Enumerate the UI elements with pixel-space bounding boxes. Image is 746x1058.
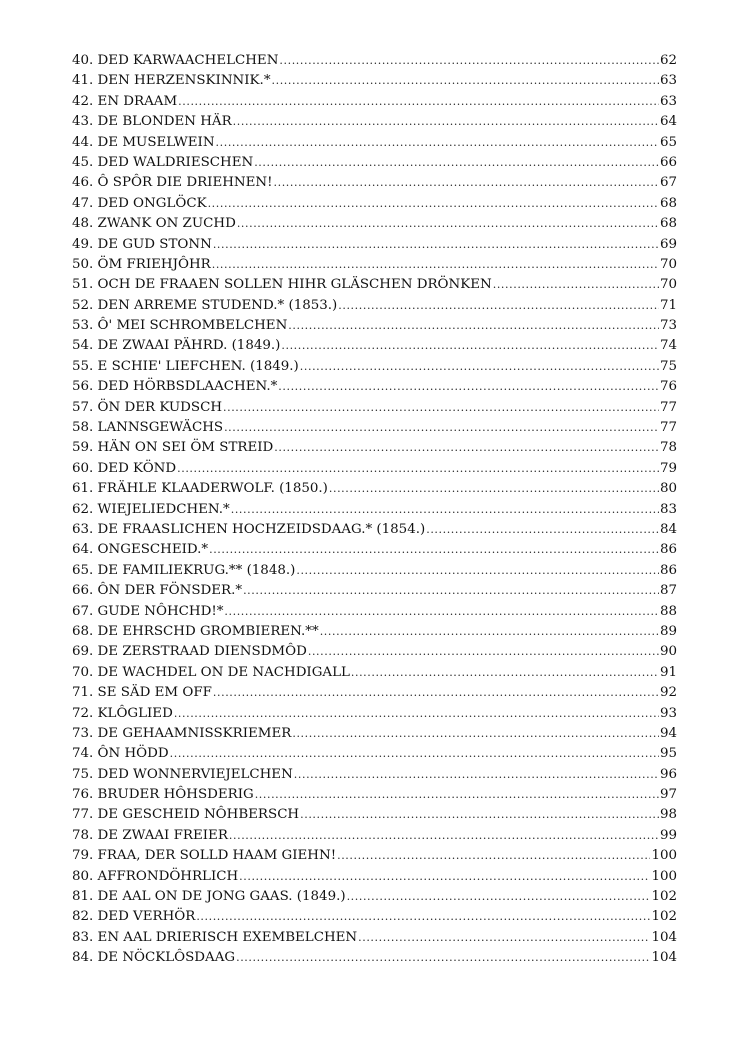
toc-entry-page: 90 [659,644,677,660]
toc-entry-page: 66 [659,154,677,170]
dot-leader [196,907,650,927]
toc-entry-page: 84 [659,521,677,537]
toc-entry[interactable] [72,112,677,132]
dot-leader [254,153,659,173]
toc-entry[interactable] [72,194,677,214]
toc-entry[interactable] [72,663,677,683]
dot-leader [177,459,659,479]
dot-leader [174,704,659,724]
toc-entry[interactable] [72,683,677,703]
toc-entry[interactable] [72,92,677,112]
toc-entry-title: 58. LANNSGEWÄCHS [72,420,224,436]
toc-entry-title: 62. WIEJELIEDCHEN.* [72,501,230,517]
dot-leader [288,316,659,336]
toc-entry-title: 83. EN AAL DRIERISCH EXEMBELCHEN [72,929,358,945]
toc-entry[interactable] [72,846,677,866]
toc-entry-title: 43. DE BLONDEN HÄR [72,114,232,130]
toc-entry-title: 71. SE SÄD EM OFF [72,685,212,701]
toc-entry[interactable] [72,357,677,377]
toc-entry-page: 67 [659,175,677,191]
toc-entry-title: 55. E SCHIE' LIEFCHEN. (1849.) [72,358,299,374]
dot-leader [292,724,659,744]
toc-entry-page: 104 [651,950,677,966]
toc-entry-title: 41. DEN HERZENSKINNIK.* [72,73,271,89]
toc-entry-page: 87 [659,583,677,599]
toc-entry-page: 98 [659,807,677,823]
toc-entry[interactable] [72,642,677,662]
toc-entry-title: 68. DE EHRSCHD GROMBIEREN.** [72,623,319,639]
toc-entry-page: 89 [659,623,677,639]
toc-entry[interactable] [72,704,677,724]
toc-entry[interactable] [72,540,677,560]
dot-leader [224,602,659,622]
dot-leader [278,377,659,397]
toc-entry-page: 100 [651,868,677,884]
toc-entry-title: 65. DE FAMILIEKRUG.** (1848.) [72,562,296,578]
toc-entry[interactable] [72,459,677,479]
toc-entry-title: 79. FRAA, DER SOLLD HAAM GIEHN! [72,848,337,864]
toc-entry[interactable] [72,479,677,499]
toc-entry-title: 67. GUDE NÔHCHD!* [72,603,224,619]
toc-entry-page: 71 [659,297,677,313]
toc-entry-title: 64. ONGESCHEID.* [72,542,209,558]
dot-leader [236,948,650,968]
dot-leader [272,71,659,91]
dot-leader [239,867,650,887]
dot-leader [208,194,659,214]
dot-leader [231,500,659,520]
toc-entry-title: 57. ÖN DER KUDSCH [72,399,222,415]
toc-entry[interactable] [72,255,677,275]
toc-entry[interactable] [72,398,677,418]
toc-entry[interactable] [72,71,677,91]
toc-entry-title: 81. DE AAL ON DE JONG GAAS. (1849.) [72,889,346,905]
toc-entry-page: 75 [659,358,677,374]
dot-leader [279,51,659,71]
toc-entry-title: 51. OCH DE FRAAEN SOLLEN HIHR GLÄSCHEN DRÖNKEN [72,277,492,293]
toc-entry-page: 62 [659,53,677,68]
toc-entry[interactable] [72,51,677,71]
toc-entry-page: 95 [659,746,677,762]
toc-entry[interactable] [72,928,677,948]
toc-entry[interactable] [72,561,677,581]
toc-entry[interactable] [72,500,677,520]
toc-entry-page: 88 [659,603,677,619]
toc-entry-page: 97 [659,787,677,803]
dot-leader [347,887,651,907]
dot-leader [351,663,659,683]
dot-leader [223,398,659,418]
dot-leader [274,438,659,458]
toc-entry[interactable] [72,948,677,968]
dot-leader [216,133,659,153]
toc-entry-title: 66. ÔN DER FÖNSDER.* [72,583,243,599]
dot-leader [274,173,659,193]
toc-entry-page: 100 [651,848,677,864]
dot-leader [209,540,659,560]
toc-entry[interactable] [72,602,677,622]
toc-entry[interactable] [72,316,677,336]
dot-leader [493,275,659,295]
toc-entry-title: 82. DED VERHÖR [72,909,196,925]
toc-entry-page: 104 [651,929,677,945]
toc-entry-page: 69 [659,236,677,252]
toc-entry-title: 46. Ô SPÔR DIE DRIEHNEN! [72,175,273,191]
toc-entry-title: 70. DE WACHDEL ON DE NACHDIGALL [72,664,350,680]
toc-entry[interactable] [72,765,677,785]
toc-entry-page: 91 [659,664,677,680]
dot-leader [281,336,659,356]
toc-entry-page: 77 [659,399,677,415]
toc-entry-page: 65 [659,134,677,150]
dot-leader [300,805,659,825]
toc-entry[interactable] [72,235,677,255]
toc-entry[interactable] [72,887,677,907]
toc-entry-title: 45. DED WALDRIESCHEN [72,154,254,170]
toc-entry-title: 76. BRUDER HÔHSDERIG [72,787,254,803]
toc-entry-page: 80 [659,481,677,497]
toc-entry-title: 84. DE NÖCKLÔSDAAG [72,950,236,966]
dot-leader [178,92,659,112]
dot-leader [296,561,659,581]
dot-leader [320,622,659,642]
dot-leader [212,255,659,275]
dot-leader [294,765,659,785]
toc-entry[interactable] [72,336,677,356]
toc-entry-page: 68 [659,195,677,211]
dot-leader [337,846,650,866]
toc-entry-title: 80. AFFRONDÖHRLICH [72,868,239,884]
toc-entry[interactable] [72,826,677,846]
toc-entry-page: 79 [659,460,677,476]
toc-entry-title: 72. KLÔGLIED [72,705,173,721]
dot-leader [300,357,659,377]
toc-entry-page: 63 [659,73,677,89]
toc-entry[interactable] [72,377,677,397]
toc-entry-title: 40. DED KARWAACHELCHEN [72,53,279,68]
toc-entry-title: 48. ZWANK ON ZUCHD [72,216,236,232]
toc-entry-page: 93 [659,705,677,721]
dot-leader [426,520,659,540]
toc-entry-page: 70 [659,277,677,293]
toc-entry-page: 99 [659,827,677,843]
toc-entry[interactable] [72,867,677,887]
toc-entry-title: 53. Ô' MEI SCHROMBELCHEN [72,318,288,334]
toc-entry-page: 70 [659,256,677,272]
dot-leader [329,479,659,499]
toc-entry-page: 64 [659,114,677,130]
toc-entry[interactable] [72,296,677,316]
toc-entry[interactable] [72,622,677,642]
toc-entry-page: 86 [659,542,677,558]
toc-entry[interactable] [72,275,677,295]
toc-entry-title: 49. DE GUD STONN [72,236,212,252]
dot-leader [224,418,659,438]
toc-entry-page: 86 [659,562,677,578]
dot-leader [233,112,659,132]
toc-entry-page: 94 [659,725,677,741]
dot-leader [255,785,659,805]
toc-entry-title: 50. ÖM FRIEHJÔHR [72,256,211,272]
toc-entry-page: 83 [659,501,677,517]
toc-entry[interactable] [72,907,677,927]
dot-leader [243,581,659,601]
toc-entry[interactable] [72,153,677,173]
toc-entry-title: 77. DE GESCHEID NÔHBERSCH [72,807,300,823]
toc-entry-page: 78 [659,440,677,456]
toc-entry-page: 63 [659,93,677,109]
toc-entry-page: 76 [659,379,677,395]
toc-entry-title: 42. EN DRAAM [72,93,178,109]
toc-entry-title: 60. DED KÖND [72,460,177,476]
dot-leader [237,214,659,234]
toc-entry[interactable] [72,805,677,825]
toc-entry-title: 61. FRÄHLE KLAADERWOLF. (1850.) [72,481,328,497]
dot-leader [229,826,659,846]
toc-entry[interactable] [72,418,677,438]
toc-entry-page: 92 [659,685,677,701]
dot-leader [308,642,659,662]
toc-entry-page: 102 [651,889,677,905]
toc-entry-title: 52. DEN ARREME STUDEND.* (1853.) [72,297,338,313]
toc-entry[interactable] [72,520,677,540]
toc-entry-title: 75. DED WONNERVIEJELCHEN [72,766,293,782]
toc-entry-title: 73. DE GEHAAMNISSKRIEMER [72,725,292,741]
dot-leader [213,683,659,703]
dot-leader [213,235,659,255]
toc-entry-title: 54. DE ZWAAI PÄHRD. (1849.) [72,338,281,354]
toc-entry[interactable] [72,785,677,805]
toc-entry-title: 78. DE ZWAAI FREIER [72,827,228,843]
toc-entry-page: 102 [651,909,677,925]
toc-entry-title: 56. DED HÖRBSDLAACHEN.* [72,379,278,395]
toc-entry-page: 74 [659,338,677,354]
toc-entry-page: 73 [659,318,677,334]
dot-leader [170,744,659,764]
toc-entry-title: 69. DE ZERSTRAAD DIENSDMÔD [72,644,307,660]
toc-entry[interactable] [72,133,677,153]
toc-entry[interactable] [72,214,677,234]
toc-entry[interactable] [72,744,677,764]
toc-entry-page: 68 [659,216,677,232]
toc-entry[interactable] [72,724,677,744]
toc-entry-title: 63. DE FRAASLICHEN HOCHZEIDSDAAG.* (1854.) [72,521,426,537]
dot-leader [358,928,650,948]
toc-entry-title: 59. HÄN ON SEI ÖM STREID [72,440,274,456]
toc-entry-page: 96 [659,766,677,782]
toc-entry-title: 74. ÔN HÖDD [72,746,169,762]
toc-entry[interactable] [72,438,677,458]
toc-entry-title: 44. DE MUSELWEIN [72,134,215,150]
table-of-contents [72,51,677,969]
toc-entry-page: 77 [659,420,677,436]
toc-entry-title: 47. DED ONGLÖCK [72,195,207,211]
toc-entry[interactable] [72,581,677,601]
toc-entry[interactable] [72,173,677,193]
dot-leader [338,296,659,316]
